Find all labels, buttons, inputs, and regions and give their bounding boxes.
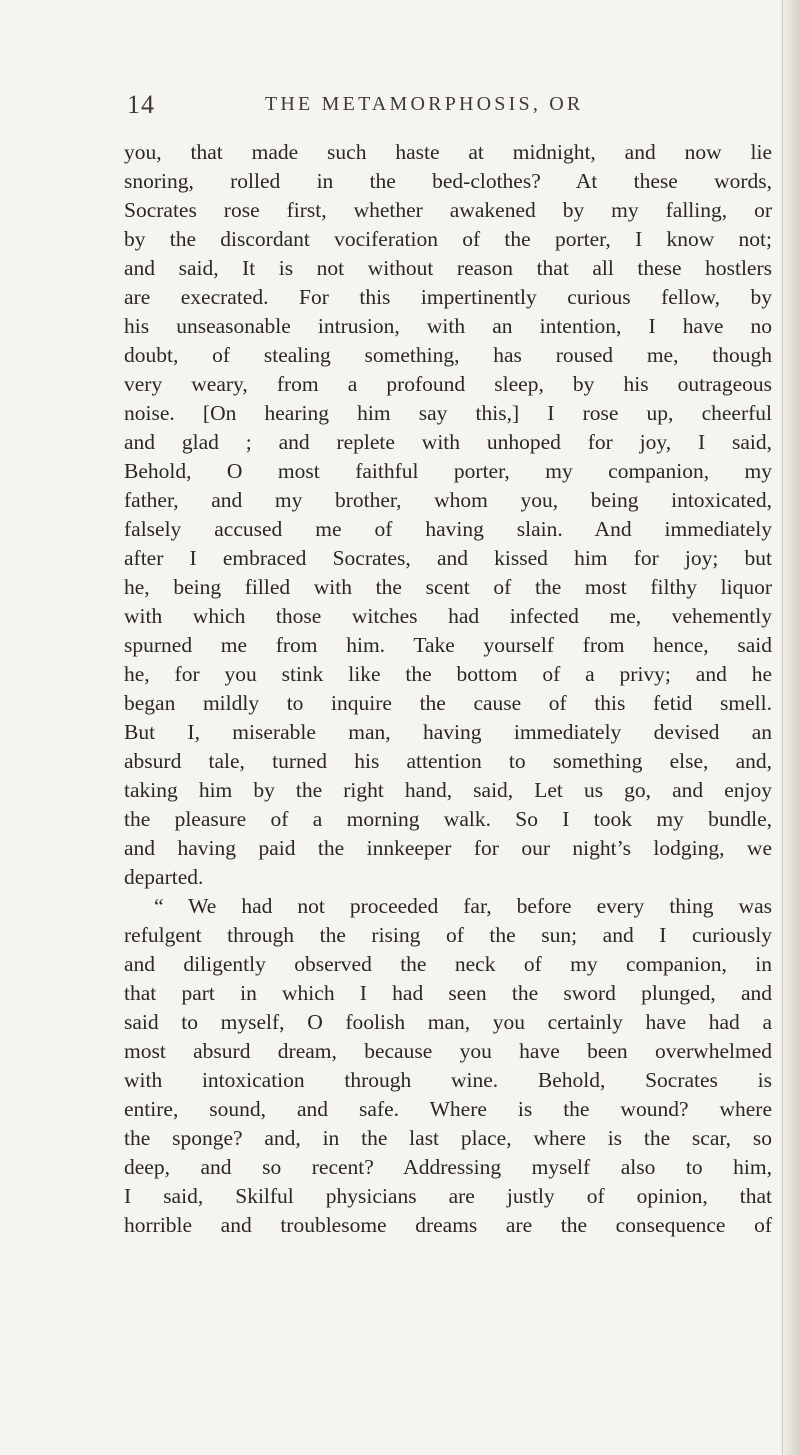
text-line: horrible and troublesome dreams are the consequence of: [124, 1213, 772, 1237]
text-line: with intoxication through wine. Behold, Socrates is: [124, 1068, 772, 1092]
text-line: Behold, O most faithful porter, my companion, my: [124, 459, 772, 483]
text-line: absurd tale, turned his attention to something else, and,: [124, 749, 772, 773]
text-line: you, that made such haste at midnight, and now lie: [124, 140, 772, 164]
text-line: he, being filled with the scent of the most filthy liquor: [124, 575, 772, 599]
text-line: are execrated. For this impertinently curious fellow, by: [124, 285, 772, 309]
running-title: THE METAMORPHOSIS, OR: [265, 93, 584, 115]
text-line: father, and my brother, whom you, being intoxicated,: [124, 488, 772, 512]
page-edge-line: [782, 0, 783, 1455]
text-line: taking him by the right hand, said, Let us go, and enjoy: [124, 778, 772, 802]
text-line: noise. [On hearing him say this,] I rose up, cheerful: [124, 401, 772, 425]
text-line: with which those witches had infected me, vehemently: [124, 604, 772, 628]
text-line: deep, and so recent? Addressing myself also to him,: [124, 1155, 772, 1179]
page-spine-shadow: [780, 0, 800, 1455]
text-line: he, for you stink like the bottom of a privy; and he: [124, 662, 772, 686]
text-line: and having paid the innkeeper for our night’s lodging, we: [124, 836, 772, 860]
text-line: falsely accused me of having slain. And immediately: [124, 517, 772, 541]
text-line: that part in which I had seen the sword plunged, and: [124, 981, 772, 1005]
text-line: and glad ; and replete with unhoped for joy, I said,: [124, 430, 772, 454]
text-line: the pleasure of a morning walk. So I took my bundle,: [124, 807, 772, 831]
text-line: and said, It is not without reason that all these hostlers: [124, 256, 772, 280]
text-line: I said, Skilful physicians are justly of opinion, that: [124, 1184, 772, 1208]
running-head: [0, 90, 780, 120]
text-line: and diligently observed the neck of my companion, in: [124, 952, 772, 976]
body-text: [124, 138, 772, 1240]
text-line-paragraph-start: “ We had not proceeded far, before every thing was: [154, 894, 772, 918]
text-line: began mildly to inquire the cause of this fetid smell.: [124, 691, 772, 715]
text-line: said to myself, O foolish man, you certainly have had a: [124, 1010, 772, 1034]
page-number: 14: [127, 90, 155, 119]
text-line: But I, miserable man, having immediately devised an: [124, 720, 772, 744]
text-line: the sponge? and, in the last place, where is the scar, so: [124, 1126, 772, 1150]
text-line: most absurd dream, because you have been overwhelmed: [124, 1039, 772, 1063]
text-line: entire, sound, and safe. Where is the wound? where: [124, 1097, 772, 1121]
text-line: after I embraced Socrates, and kissed him for joy; but: [124, 546, 772, 570]
text-line: Socrates rose first, whether awakened by my falling, or: [124, 198, 772, 222]
text-line: by the discordant vociferation of the porter, I know not;: [124, 227, 772, 251]
text-line-paragraph-end: departed.: [124, 865, 204, 889]
text-line: refulgent through the rising of the sun; and I curiously: [124, 923, 772, 947]
text-line: doubt, of stealing something, has roused me, though: [124, 343, 772, 367]
text-line: snoring, rolled in the bed-clothes? At these words,: [124, 169, 772, 193]
text-line: his unseasonable intrusion, with an intention, I have no: [124, 314, 772, 338]
text-line: spurned me from him. Take yourself from hence, said: [124, 633, 772, 657]
text-line: very weary, from a profound sleep, by his outrageous: [124, 372, 772, 396]
